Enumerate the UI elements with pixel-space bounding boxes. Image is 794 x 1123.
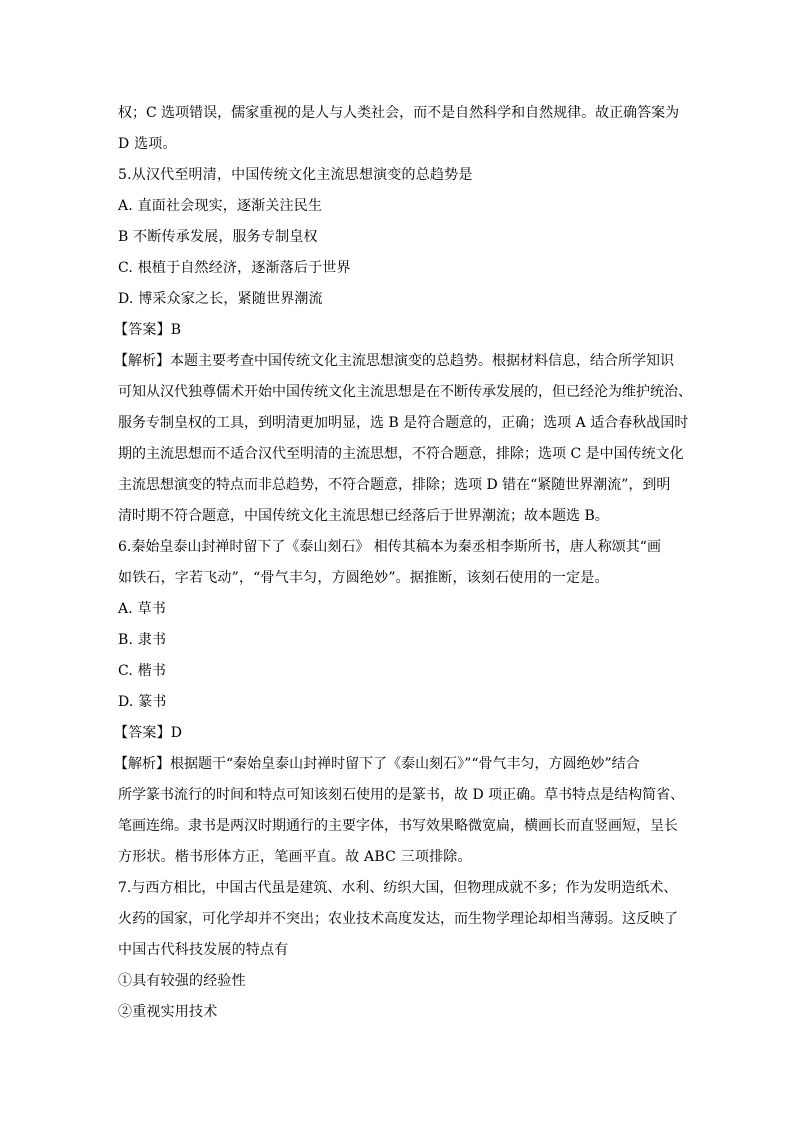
analysis-text: 服务专制皇权的工具，到明清更加明显，选 B 是符合题意的，正确；选项 A 适合春秋战国时: [118, 415, 689, 431]
option-a: A. 直面社会现实，逐渐关注民生: [118, 198, 323, 214]
analysis-text: 可知从汉代独尊儒术开始中国传统文化主流思想是在不断传承发展的，但已经沦为维护统治、: [118, 384, 692, 400]
analysis-text: 【解析】根据题干“秦始皇泰山封禅时留下了《泰山刻石》”“骨气丰匀，方圆绝妙”结合: [114, 756, 640, 772]
option-c: C. 根植于自然经济，逐渐落后于世界: [118, 260, 351, 276]
option-d: D. 篆书: [118, 694, 167, 710]
choice-item: ①具有较强的经验性: [118, 973, 246, 989]
answer-label: 【答案】B: [114, 322, 182, 338]
answer-label: 【答案】D: [114, 725, 183, 741]
question-stem: 中国古代科技发展的特点有: [118, 942, 289, 958]
choice-item: ②重视实用技术: [118, 1004, 218, 1020]
analysis-text: 方形状。楷书形体方正，笔画平直。故 ABC 三项排除。: [118, 849, 472, 865]
option-b: B. 隶书: [118, 632, 167, 648]
question-stem: 如铁石，字若飞动”，“骨气丰匀，方圆绝妙”。据推断，该刻石使用的一定是。: [118, 570, 609, 586]
option-b: B 不断传承发展，服务专制皇权: [118, 229, 318, 245]
text-line: 权；C 选项错误，儒家重视的是人与人类社会，而不是自然科学和自然规律。故正确答案为: [118, 105, 680, 121]
text-line: D 选项。: [118, 136, 177, 152]
option-d: D. 博采众家之长，紧随世界潮流: [118, 291, 323, 307]
analysis-text: 【解析】本题主要考查中国传统文化主流思想演变的总趋势。根据材料信息，结合所学知识: [114, 353, 674, 369]
question-stem: 6.秦始皇泰山封禅时留下了《泰山刻石》 相传其稿本为秦丞相李斯所书，唐人称颂其“画: [118, 539, 661, 555]
option-a: A. 草书: [118, 601, 167, 617]
analysis-text: 主流思想演变的特点而非总趋势，不符合题意，排除；选项 D 错在“紧随世界潮流”，到明: [118, 477, 671, 493]
analysis-text: 笔画连绵。隶书是两汉时期通行的主要字体，书写效果略微宽扁，横画长而直竖画短，呈长: [118, 818, 678, 834]
analysis-text: 清时期不符合题意，中国传统文化主流思想已经落后于世界潮流；故本题选 B。: [118, 508, 609, 524]
question-stem: 火药的国家，可化学却并不突出；农业技术高度发达，而生物学理论却相当薄弱。这反映了: [118, 911, 678, 927]
analysis-text: 期的主流思想而不适合汉代至明清的主流思想，不符合题意，排除；选项 C 是中国传统文化: [118, 446, 684, 462]
question-stem: 5.从汉代至明清，中国传统文化主流思想演变的总趋势是: [118, 167, 473, 183]
option-c: C. 楷书: [118, 663, 167, 679]
document-page: [114, 98, 692, 1028]
question-stem: 7.与西方相比，中国古代虽是建筑、水利、纺织大国，但物理成就不多；作为发明造纸术、: [118, 880, 678, 896]
analysis-text: 所学篆书流行的时间和特点可知该刻石使用的是篆书，故 D 项正确。草书特点是结构简省、: [118, 787, 685, 803]
